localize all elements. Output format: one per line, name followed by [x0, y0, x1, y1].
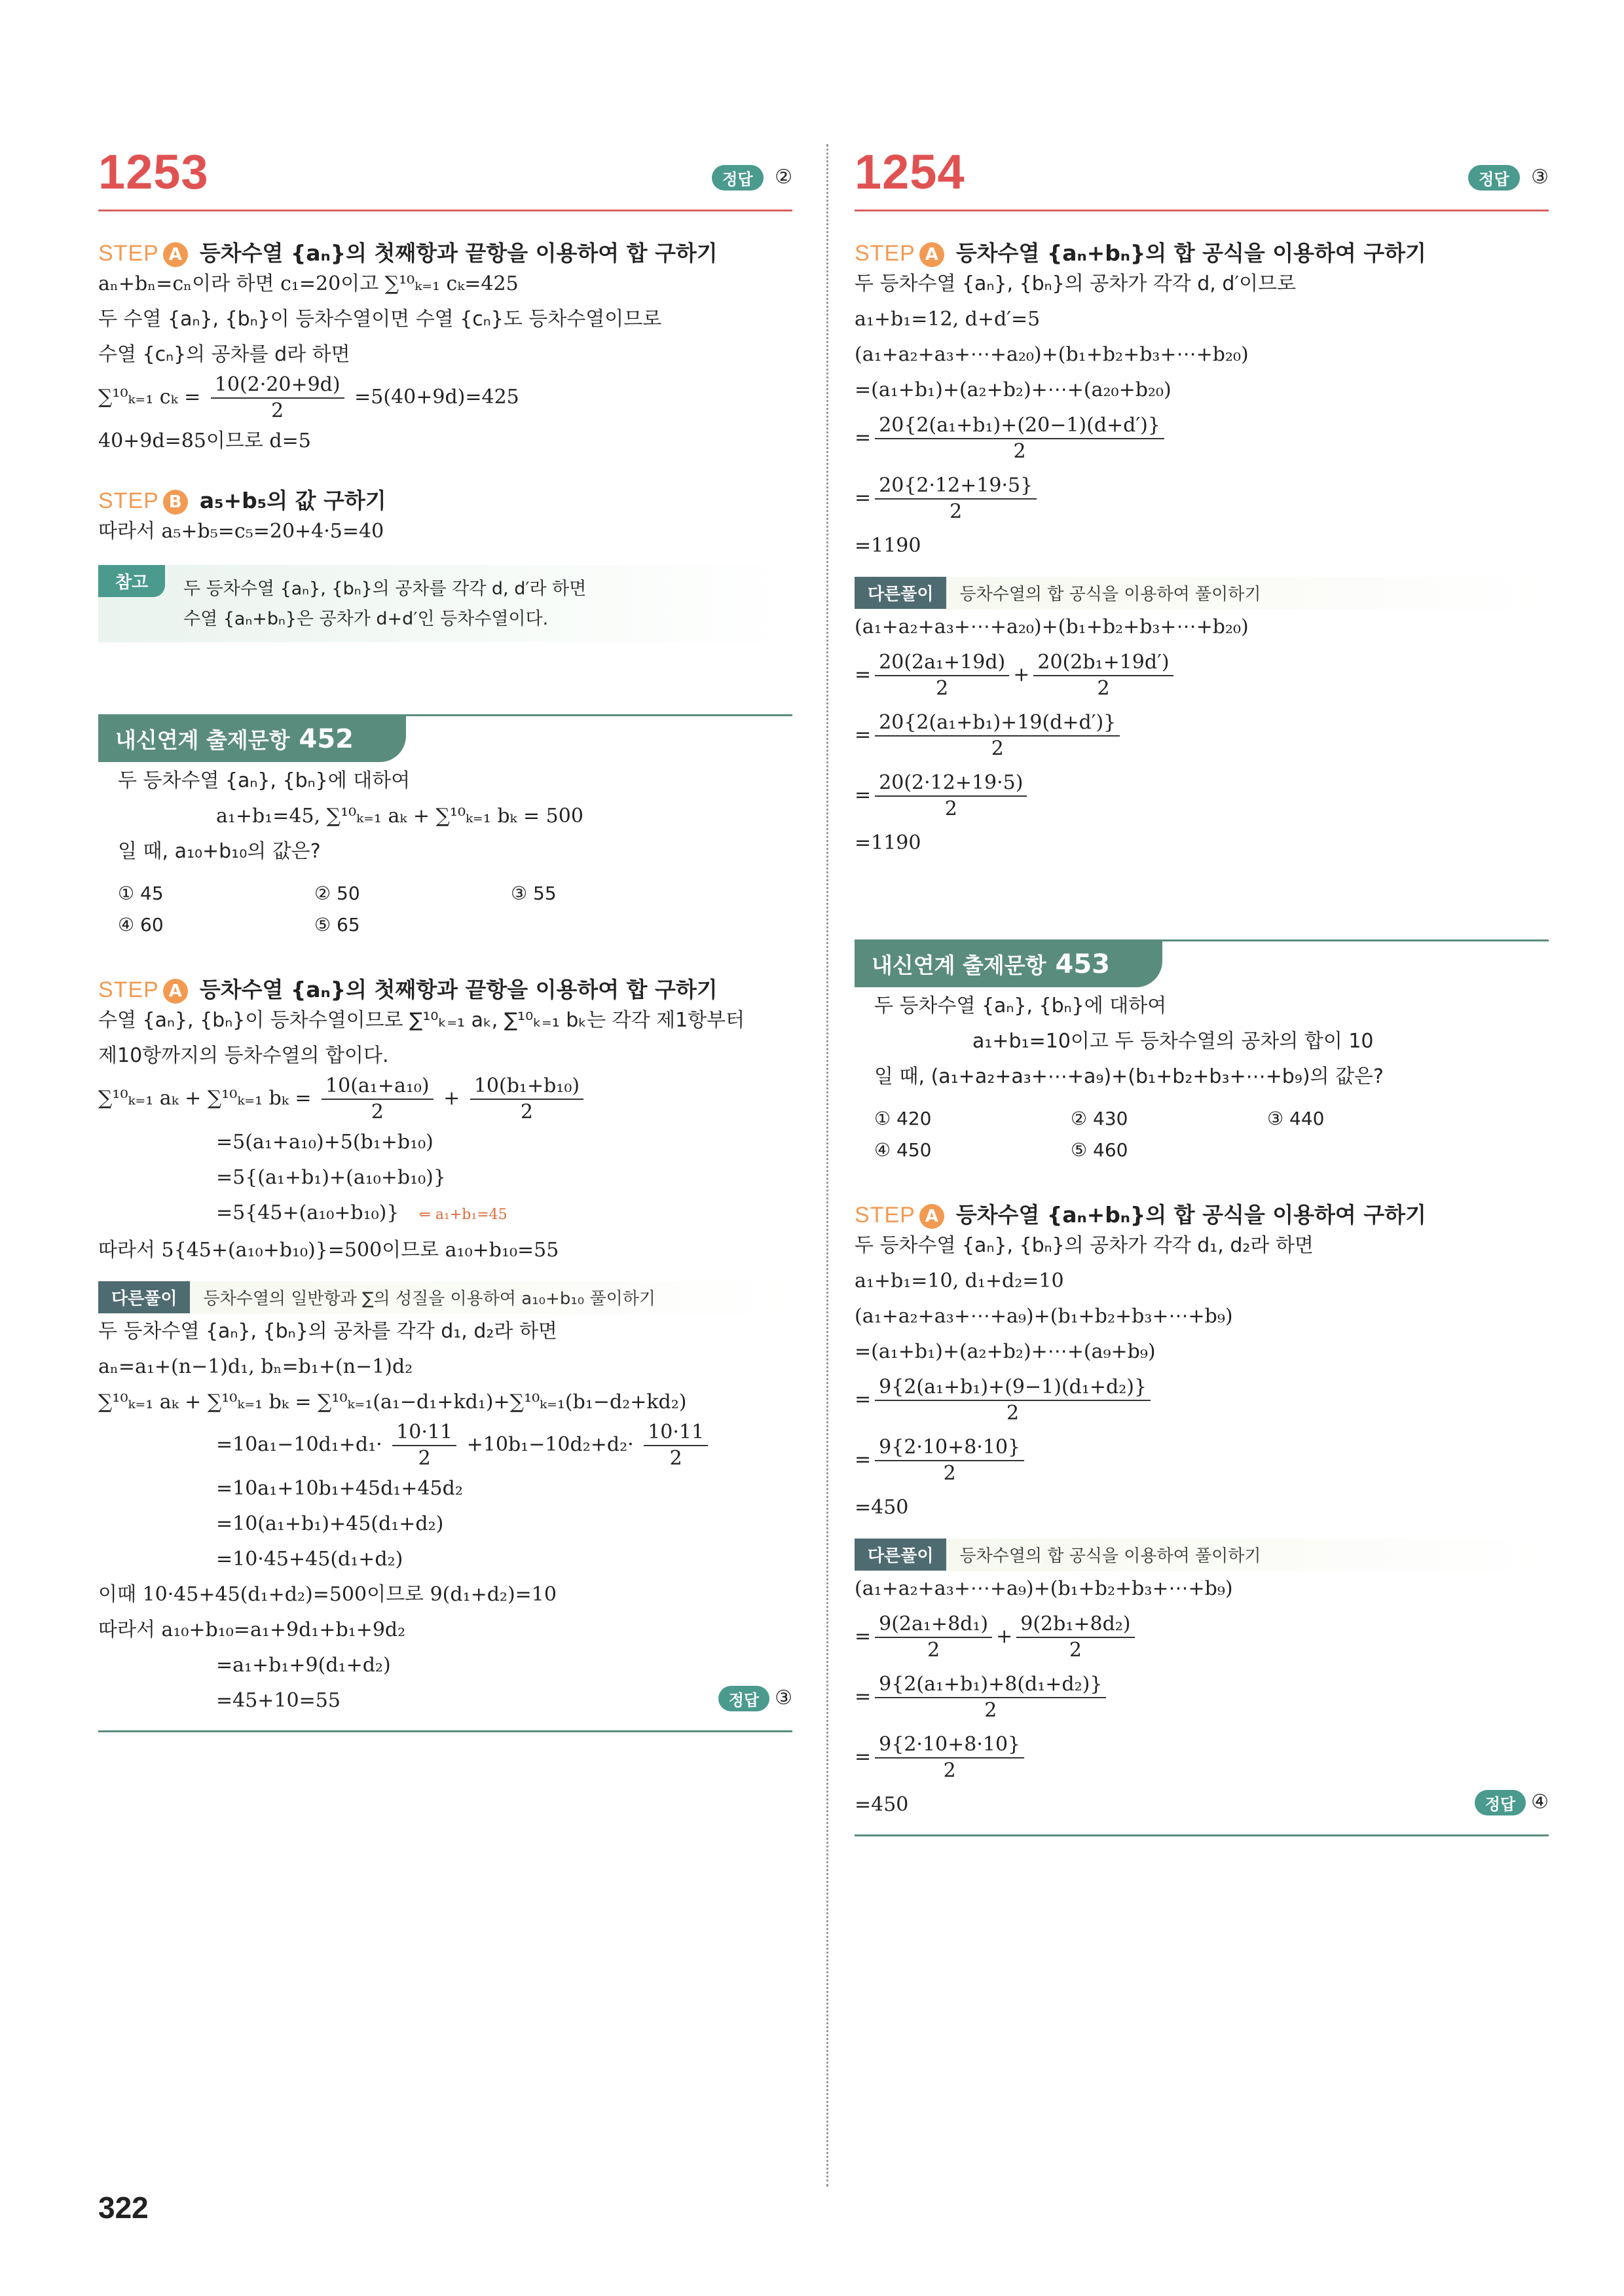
- naesin-number: 453: [1055, 949, 1111, 979]
- solution-line: (a₁+a₂+a₃+⋯+a₉)+(b₁+b₂+b₃+⋯+b₉): [855, 1305, 1233, 1328]
- fraction-numerator: 9(2b₁+8d₂): [1016, 1612, 1134, 1638]
- section-end-rule: [855, 1834, 1549, 1836]
- fraction-denominator: 2: [520, 1101, 533, 1123]
- alt-tag: 다른풀이: [855, 577, 946, 609]
- fraction: [1016, 1612, 1134, 1663]
- page-number: 322: [98, 2191, 149, 2225]
- fraction: [875, 650, 1009, 701]
- solution-line: 두 등차수열 {aₙ}, {bₙ}의 공차가 각각 d₁, d₂라 하면: [855, 1234, 1314, 1257]
- plus-sign: +: [1013, 663, 1030, 686]
- fraction-numerator: 9{2·10+8·10}: [875, 1435, 1024, 1461]
- fraction-line: [855, 1727, 1549, 1787]
- fraction-line: [855, 765, 1549, 826]
- fraction-denominator: 2: [669, 1447, 682, 1470]
- solution-line: 두 수열 {aₙ}, {bₙ}이 등차수열이면 수열 {cₙ}도 등차수열이므로: [98, 308, 662, 331]
- solution-line: =(a₁+b₁)+(a₂+b₂)+⋯+(a₉+b₉): [855, 1340, 1156, 1363]
- fraction: [644, 1420, 708, 1471]
- fraction: [875, 1672, 1106, 1723]
- choice-4[interactable]: ④ 60: [118, 914, 164, 936]
- equals-sign: =: [855, 663, 872, 686]
- naesin-label: 내신연계 출제문항: [872, 953, 1046, 978]
- fraction-denominator: 2: [943, 1462, 956, 1485]
- alt-title: 등차수열의 합 공식을 이용하여 풀이하기: [959, 1546, 1261, 1566]
- solution-line: [98, 1420, 792, 1471]
- question-line: 두 등차수열 {aₙ}, {bₙ}에 대하여: [874, 994, 1167, 1017]
- fraction: [875, 710, 1120, 761]
- fraction-numerator: 20{2(a₁+b₁)+19(d+d′)}: [875, 710, 1120, 737]
- answer-badge: 정답: [718, 1686, 769, 1711]
- answer-badge: 정답: [1475, 1790, 1526, 1815]
- fraction-line: [855, 468, 1549, 528]
- equals-sign: =: [855, 1745, 872, 1768]
- final-answer: [855, 1790, 1549, 1821]
- solution-line: 40+9d=85이므로 d=5: [98, 429, 311, 452]
- fraction-line: [855, 408, 1549, 468]
- fraction: [322, 1074, 434, 1125]
- alt-tag: 다른풀이: [98, 1281, 190, 1313]
- plus-sign: +: [996, 1625, 1013, 1648]
- problem-number: 1254: [855, 145, 965, 199]
- step-label: STEP: [98, 241, 159, 266]
- fraction-numerator: 9{2(a₁+b₁)+(9−1)(d₁+d₂)}: [875, 1375, 1151, 1401]
- alt-solution-header: [855, 1539, 1549, 1571]
- naesin-tag: [98, 716, 406, 762]
- solution-line: 따라서 5{45+(a₁₀+b₁₀)}=500이므로 a₁₀+b₁₀=55: [98, 1239, 559, 1262]
- step-letter: B: [163, 490, 188, 515]
- step-a-heading: [98, 236, 792, 266]
- solution-line: 따라서 a₁₀+b₁₀=a₁+9d₁+b₁+9d₂: [98, 1618, 406, 1641]
- fraction: [392, 1420, 456, 1471]
- fraction-denominator: 2: [991, 737, 1004, 760]
- solution-line: 수열 {cₙ}의 공차를 d라 하면: [98, 343, 350, 366]
- equals-sign: =: [855, 1685, 872, 1708]
- solution-line: aₙ=a₁+(n−1)d₁, bₙ=b₁+(n−1)d₂: [98, 1355, 413, 1378]
- fraction-line: [855, 1607, 1549, 1667]
- fraction-denominator: 2: [1097, 677, 1110, 700]
- fraction-numerator: 9(2a₁+8d₁): [875, 1612, 992, 1638]
- step-letter: A: [163, 242, 188, 267]
- fraction-numerator: 10(2·20+9d): [211, 373, 344, 399]
- hint-note: ⇐ a₁+b₁=45: [418, 1207, 507, 1223]
- fraction: [875, 1612, 992, 1663]
- solution-line: =10(a₁+b₁)+45(d₁+d₂): [216, 1512, 444, 1535]
- sum-equation: [98, 1074, 792, 1125]
- step-label: STEP: [98, 488, 159, 513]
- solution-line: 제10항까지의 등차수열의 합이다.: [98, 1044, 389, 1067]
- fraction-line: [855, 705, 1549, 765]
- equation-text: =10a₁−10d₁+d₁·: [216, 1433, 382, 1456]
- fraction: [875, 473, 1037, 524]
- solution-line: [98, 1195, 792, 1233]
- result-line: =1190: [855, 534, 921, 557]
- reference-line: 수열 {aₙ+bₙ}은 공차가 d+d′인 등차수열이다.: [183, 609, 549, 629]
- fraction-denominator: 2: [1069, 1639, 1082, 1662]
- question-line: 일 때, a₁₀+b₁₀의 값은?: [118, 840, 321, 863]
- problem-header: [98, 144, 792, 211]
- fraction-numerator: 9{2(a₁+b₁)+8(d₁+d₂)}: [875, 1672, 1106, 1698]
- solution-line: =(a₁+b₁)+(a₂+b₂)+⋯+(a₂₀+b₂₀): [855, 378, 1172, 401]
- solution-line: (a₁+a₂+a₃+⋯+a₂₀)+(b₁+b₂+b₃+⋯+b₂₀): [855, 615, 1249, 638]
- fraction-denominator: 2: [1013, 440, 1026, 463]
- step-title: a₅+b₅의 값 구하기: [199, 488, 386, 513]
- reference-line: 두 등차수열 {aₙ}, {bₙ}의 공차를 각각 d, d′라 하면: [183, 579, 587, 599]
- question-line: a₁+b₁=10이고 두 등차수열의 공차의 합이 10: [972, 1030, 1374, 1053]
- answer-badge: 정답: [1468, 165, 1519, 191]
- result-line: =1190: [855, 831, 921, 854]
- step-label: STEP: [855, 1203, 915, 1228]
- sum-equation: [98, 373, 792, 424]
- fraction-denominator: 2: [271, 399, 284, 422]
- fraction: [875, 413, 1164, 464]
- alt-solution-header: [98, 1281, 792, 1314]
- step-letter: A: [163, 979, 188, 1004]
- answer-value: ③: [775, 1686, 792, 1709]
- step-letter: A: [919, 1204, 944, 1229]
- sum-lhs: ∑¹⁰ₖ₌₁ cₖ =: [98, 386, 201, 409]
- solution-line: 두 등차수열 {aₙ}, {bₙ}의 공차를 각각 d₁, d₂라 하면: [98, 1320, 557, 1343]
- column-divider: [826, 144, 828, 2187]
- solution-line: 수열 {aₙ}, {bₙ}이 등차수열이므로 ∑¹⁰ₖ₌₁ aₖ, ∑¹⁰ₖ₌₁ bₖ는 각각 제1항부터: [98, 1009, 745, 1032]
- problem-number: 1253: [98, 145, 209, 199]
- fraction-line: [855, 1667, 1549, 1727]
- choice-list: [855, 1108, 1549, 1173]
- naesin-number: 452: [299, 724, 354, 754]
- reference-box: [98, 565, 792, 642]
- fraction-denominator: 2: [371, 1101, 384, 1123]
- left-column: [98, 144, 792, 1732]
- fraction-denominator: 2: [944, 797, 957, 820]
- choice-5[interactable]: ⑤ 460: [1071, 1139, 1128, 1161]
- fraction: [875, 1732, 1024, 1783]
- solution-line: 따라서 a₅+b₅=c₅=20+4·5=40: [98, 520, 384, 543]
- fraction-numerator: 10(b₁+b₁₀): [470, 1074, 583, 1100]
- fraction-denominator: 2: [984, 1699, 997, 1722]
- step-label: STEP: [98, 977, 159, 1002]
- answer-value: ②: [775, 166, 792, 189]
- step-b-heading: [98, 484, 792, 514]
- fraction-line: [855, 1430, 1549, 1490]
- solution-line: =5{(a₁+b₁)+(a₁₀+b₁₀)}: [216, 1166, 446, 1189]
- alt-tag: 다른풀이: [855, 1539, 946, 1571]
- fraction-denominator: 2: [936, 677, 949, 700]
- choice-3[interactable]: ③ 440: [1267, 1108, 1325, 1129]
- solution-step-heading: [855, 1198, 1549, 1228]
- fraction-numerator: 20(2·12+19·5): [875, 771, 1027, 797]
- equation-text: +10b₁−10d₂+d₂·: [466, 1433, 634, 1456]
- solution-line: a₁+b₁=10, d₁+d₂=10: [855, 1269, 1064, 1292]
- equation-lhs: ∑¹⁰ₖ₌₁ aₖ + ∑¹⁰ₖ₌₁ bₖ =: [98, 1087, 312, 1110]
- answer-value: ③: [1531, 166, 1549, 189]
- fraction: [1033, 650, 1173, 701]
- answer-value: ④: [1531, 1791, 1549, 1813]
- solution-line: (a₁+a₂+a₃+⋯+a₂₀)+(b₁+b₂+b₃+⋯+b₂₀): [855, 343, 1249, 366]
- choice-1[interactable]: ① 45: [118, 883, 164, 904]
- solution-line: ∑¹⁰ₖ₌₁ aₖ + ∑¹⁰ₖ₌₁ bₖ = ∑¹⁰ₖ₌₁(a₁−d₁+kd₁)+∑¹⁰ₖ₌₁(b₁−d₂+kd₂): [98, 1391, 687, 1413]
- solution-line: a₁+b₁=12, d+d′=5: [855, 308, 1041, 331]
- naesin-tag: [855, 941, 1162, 987]
- choice-3[interactable]: ③ 55: [511, 883, 557, 904]
- solution-line: (a₁+a₂+a₃+⋯+a₉)+(b₁+b₂+b₃+⋯+b₉): [855, 1577, 1233, 1600]
- question-equation: a₁+b₁=45, ∑¹⁰ₖ₌₁ aₖ + ∑¹⁰ₖ₌₁ bₖ = 500: [216, 805, 583, 828]
- answer-indicator: [712, 165, 792, 191]
- alt-title: 등차수열의 합 공식을 이용하여 풀이하기: [959, 585, 1261, 604]
- fraction-numerator: 10·11: [644, 1420, 708, 1446]
- equals-sign: =: [855, 1388, 872, 1411]
- solution-step-heading: [98, 973, 792, 1003]
- solution-line: =a₁+b₁+9(d₁+d₂): [216, 1654, 391, 1677]
- sum-rhs: =5(40+9d)=425: [354, 386, 519, 409]
- solution-line: aₙ+bₙ=cₙ이라 하면 c₁=20이고 ∑¹⁰ₖ₌₁ cₖ=425: [98, 272, 519, 295]
- question-line: 두 등차수열 {aₙ}, {bₙ}에 대하여: [118, 769, 411, 792]
- fraction-numerator: 10(a₁+a₁₀): [322, 1074, 434, 1100]
- fraction-line: [855, 645, 1549, 705]
- fraction-numerator: 20{2(a₁+b₁)+(20−1)(d+d′)}: [875, 413, 1164, 439]
- fraction-numerator: 20{2·12+19·5}: [875, 473, 1037, 500]
- naesin-header: [98, 714, 792, 763]
- equals-sign: =: [855, 723, 872, 746]
- fraction-numerator: 20(2b₁+19d′): [1033, 650, 1173, 676]
- naesin-label: 내신연계 출제문항: [115, 727, 290, 753]
- answer-badge: 정답: [712, 165, 763, 191]
- fraction: [211, 373, 344, 424]
- fraction-denominator: 2: [950, 500, 963, 523]
- fraction-denominator: 2: [1006, 1402, 1020, 1425]
- fraction: [470, 1074, 583, 1125]
- problem-header: [855, 144, 1549, 211]
- reference-text: [183, 574, 586, 634]
- solution-line: 두 등차수열 {aₙ}, {bₙ}의 공차가 각각 d, d′이므로: [855, 272, 1297, 295]
- reference-tag: 참고: [98, 565, 165, 597]
- plus-sign: +: [443, 1087, 460, 1110]
- final-answer: [98, 1686, 792, 1717]
- equals-sign: =: [855, 486, 872, 509]
- step-title: 등차수열 {aₙ+bₙ}의 합 공식을 이용하여 구하기: [955, 1202, 1426, 1228]
- equals-sign: =: [855, 1448, 872, 1471]
- section-end-rule: [98, 1730, 792, 1732]
- alt-solution-header: [855, 577, 1549, 610]
- answer-indicator: [1468, 165, 1549, 191]
- choice-2[interactable]: ② 430: [1071, 1108, 1128, 1129]
- solution-line: =10·45+45(d₁+d₂): [216, 1548, 403, 1571]
- result-line: =450: [855, 1793, 909, 1816]
- right-column: [855, 144, 1549, 1836]
- equals-sign: =: [855, 784, 872, 807]
- choice-2[interactable]: ② 50: [314, 883, 360, 904]
- equals-sign: =: [855, 426, 872, 449]
- alt-title: 등차수열의 일반항과 ∑의 성질을 이용하여 a₁₀+b₁₀ 풀이하기: [203, 1289, 655, 1309]
- fraction-denominator: 2: [418, 1447, 431, 1470]
- solution-line: 이때 10·45+45(d₁+d₂)=500이므로 9(d₁+d₂)=10: [98, 1583, 557, 1606]
- equation-text: =5{45+(a₁₀+b₁₀)}: [216, 1201, 399, 1224]
- step-title: 등차수열 {aₙ+bₙ}의 합 공식을 이용하여 구하기: [955, 240, 1426, 266]
- solution-line: =10a₁+10b₁+45d₁+45d₂: [216, 1477, 463, 1500]
- solution-line: =5(a₁+a₁₀)+5(b₁+b₁₀): [216, 1131, 434, 1154]
- equals-sign: =: [855, 1625, 872, 1648]
- fraction: [875, 771, 1027, 822]
- question-line: 일 때, (a₁+a₂+a₃+⋯+a₉)+(b₁+b₂+b₃+⋯+b₉)의 값은?: [874, 1065, 1384, 1088]
- step-a-heading: [855, 236, 1549, 266]
- fraction-line: [855, 1370, 1549, 1430]
- step-letter: A: [919, 242, 944, 267]
- step-title: 등차수열 {aₙ}의 첫째항과 끝항을 이용하여 합 구하기: [199, 977, 718, 1002]
- step-title: 등차수열 {aₙ}의 첫째항과 끝항을 이용하여 합 구하기: [199, 240, 718, 266]
- choice-5[interactable]: ⑤ 65: [314, 914, 360, 936]
- fraction-denominator: 2: [927, 1639, 940, 1662]
- choice-list: [98, 883, 792, 948]
- fraction-numerator: 20(2a₁+19d): [875, 650, 1009, 676]
- step-label: STEP: [855, 241, 915, 266]
- fraction: [875, 1435, 1024, 1486]
- fraction-numerator: 10·11: [392, 1420, 456, 1446]
- choice-4[interactable]: ④ 450: [874, 1139, 932, 1161]
- solution-line: =45+10=55: [216, 1689, 341, 1712]
- result-line: =450: [855, 1496, 909, 1519]
- naesin-header: [855, 939, 1549, 989]
- fraction-denominator: 2: [943, 1759, 956, 1782]
- fraction-numerator: 9{2·10+8·10}: [875, 1732, 1024, 1758]
- choice-1[interactable]: ① 420: [874, 1108, 932, 1129]
- fraction: [875, 1375, 1151, 1426]
